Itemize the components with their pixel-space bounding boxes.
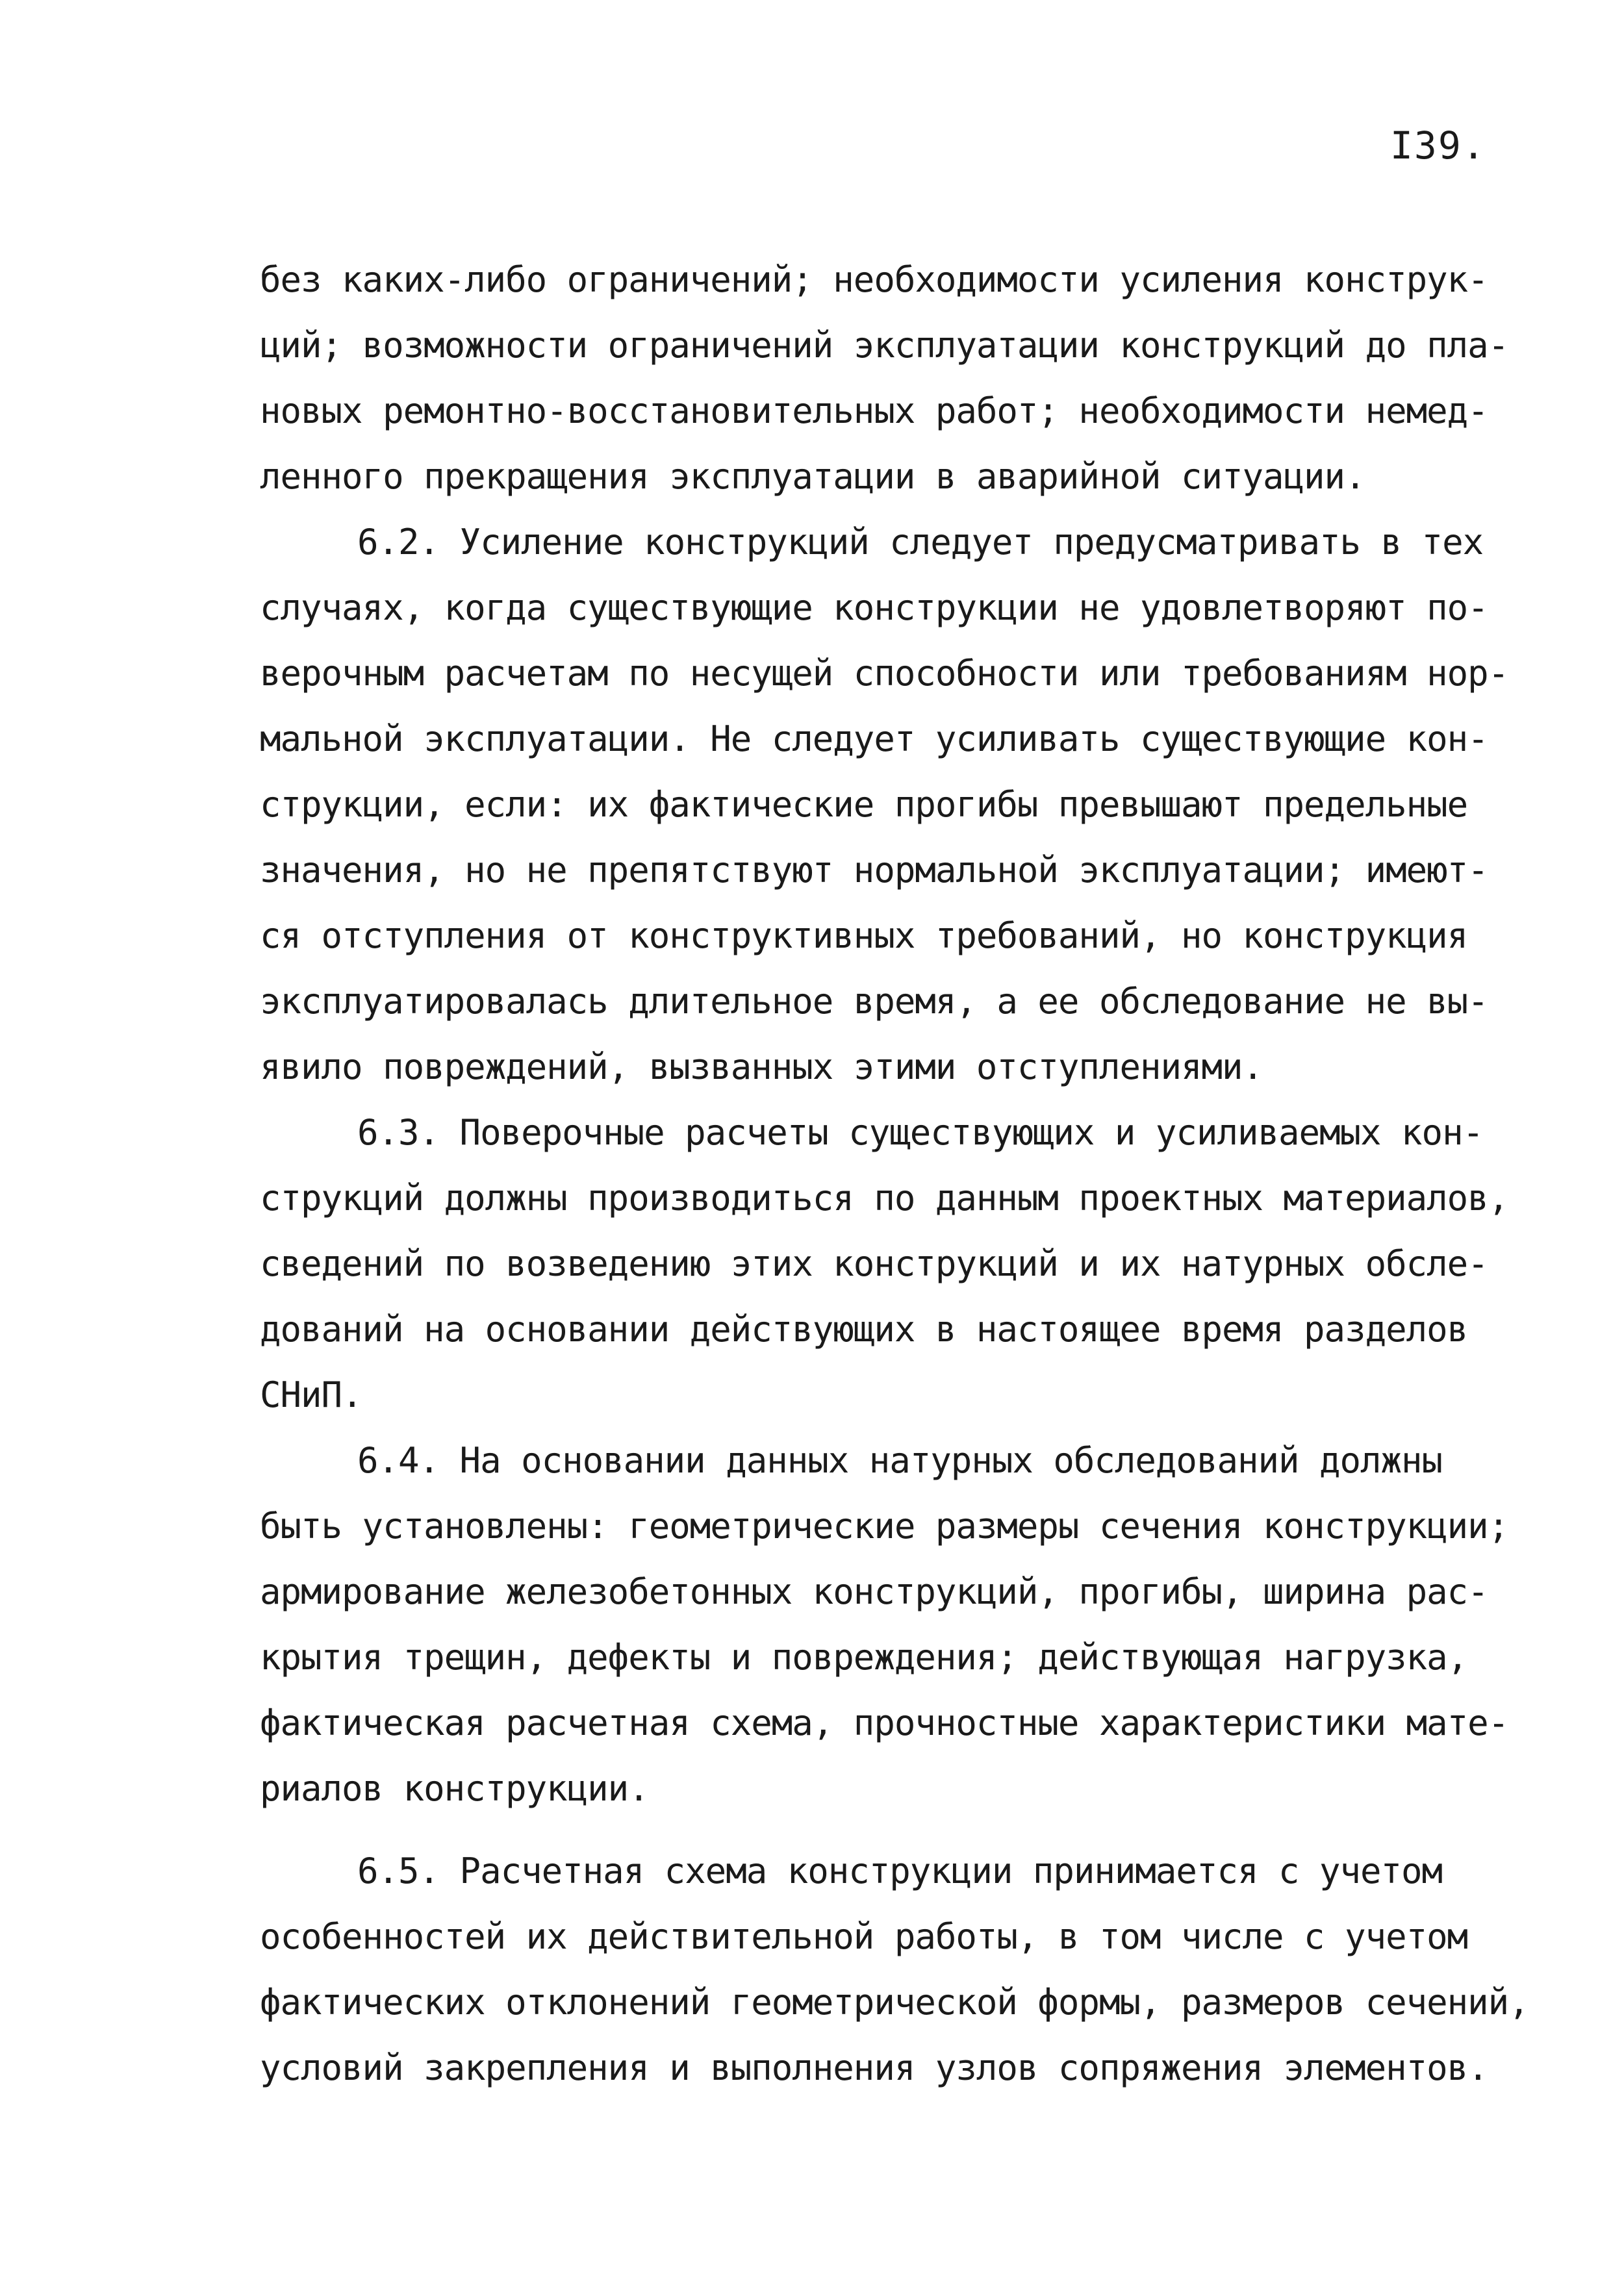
text-line: фактическая расчетная схема, прочностные характеристики мате- <box>260 1702 1509 1743</box>
text-line: ций; возможности ограничений эксплуатации конструкций до пла- <box>260 325 1509 366</box>
text-line: значения, но не препятствуют нормальной эксплуатации; имеют- <box>260 850 1488 891</box>
text-line: сведений по возведению этих конструкций и их натурных обсле- <box>260 1243 1488 1284</box>
text-line: струкции, если: их фактические прогибы превышают предельные <box>260 784 1468 825</box>
text-line: мальной эксплуатации. Не следует усиливать существующие кон- <box>260 718 1488 759</box>
text-line: верочным расчетам по несущей способности или требованиям нор- <box>260 653 1509 694</box>
text-line: быть установлены: геометрические размеры сечения конструкции; <box>260 1506 1509 1547</box>
text-line: дований на основании действующих в настоящее время разделов <box>260 1309 1468 1350</box>
text-line: фактических отклонений геометрической формы, размеров сечений, <box>260 1982 1529 2023</box>
text-line: ся отступления от конструктивных требований, но конструкция <box>260 915 1468 956</box>
paragraph-gap <box>260 1821 1520 1838</box>
text-line: условий закрепления и выполнения узлов сопряжения элементов. <box>260 2047 1488 2088</box>
text-line: особенностей их действительной работы, в том числе с учетом <box>260 1916 1468 1957</box>
text-line: эксплуатировалась длительное время, а ее обследование не вы- <box>260 981 1488 1022</box>
text-line: СНиП. <box>260 1374 362 1415</box>
paragraph-6-3-start: 6.3. Поверочные расчеты существующих и усиливаемых кон- <box>357 1112 1484 1153</box>
paragraph-6-2-start: 6.2. Усиление конструкций следует предусматривать в тех <box>357 522 1484 562</box>
text-line: армирование железобетонных конструкций, прогибы, ширина рас- <box>260 1571 1488 1612</box>
text-line: риалов конструкции. <box>260 1768 649 1809</box>
page-number: I39. <box>1390 123 1486 168</box>
text-line: ленного прекращения эксплуатации в аварийной ситуации. <box>260 456 1365 497</box>
body-text <box>260 247 1529 2101</box>
paragraph-6-5-start: 6.5. Расчетная схема конструкции принимается с учетом <box>357 1851 1443 1891</box>
paragraph-6-4-start: 6.4. На основании данных натурных обследований должны <box>357 1440 1443 1481</box>
text-line: явило повреждений, вызванных этими отступлениями. <box>260 1046 1263 1087</box>
text-line: без каких-либо ограничений; необходимости усиления конструк- <box>260 259 1488 300</box>
text-line: крытия трещин, дефекты и повреждения; действующая нагрузка, <box>260 1637 1468 1678</box>
text-line: случаях, когда существующие конструкции не удовлетворяют по- <box>260 587 1488 628</box>
text-line: новых ремонтно-восстановительных работ; необходимости немед- <box>260 390 1488 431</box>
text-line: струкций должны производиться по данным проектных материалов, <box>260 1178 1509 1219</box>
